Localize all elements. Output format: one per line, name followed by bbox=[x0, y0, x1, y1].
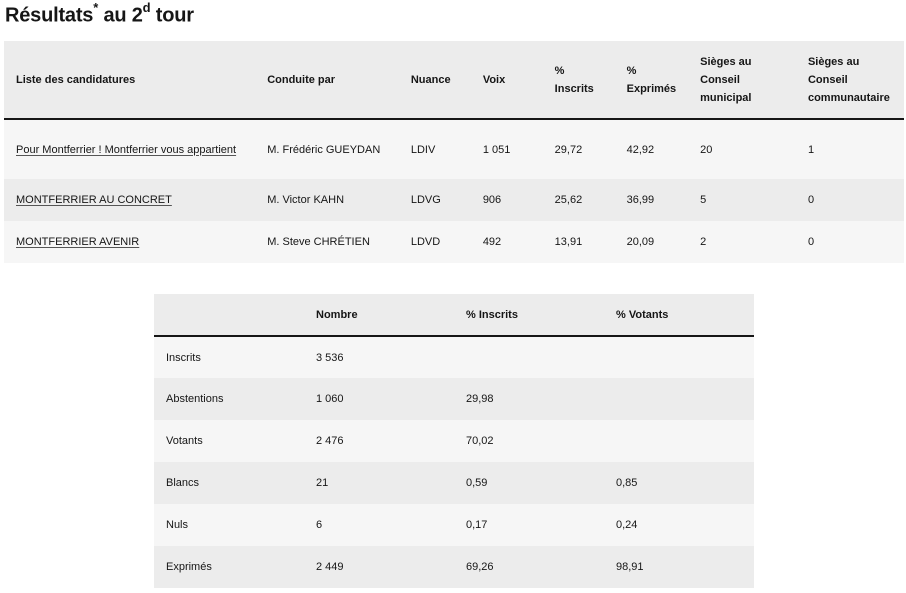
cell-pct-inscrits: 29,72 bbox=[554, 143, 583, 156]
table-row bbox=[4, 119, 904, 179]
list-link[interactable]: Pour Montferrier ! Montferrier vous appartient bbox=[16, 143, 237, 156]
cell-voix: 906 bbox=[482, 194, 502, 206]
header-pct-inscrits-line2: Inscrits bbox=[554, 82, 594, 95]
cell-pct-votants bbox=[604, 378, 754, 420]
header-pct-exprimes-line2: Exprimés bbox=[626, 82, 677, 95]
cell-label: Nuls bbox=[166, 519, 189, 531]
title-end: tour bbox=[150, 4, 194, 27]
cell-pct-votants bbox=[604, 336, 754, 378]
cell-voix: 1 051 bbox=[482, 143, 511, 156]
cell-pct-exprimes: 42,92 bbox=[626, 143, 655, 156]
cell-label: Blancs bbox=[166, 477, 200, 489]
list-link[interactable]: MONTFERRIER AVENIR bbox=[16, 236, 140, 248]
cell-pct-inscrits: 25,62 bbox=[554, 194, 583, 206]
cell-pct-exprimes: 20,09 bbox=[626, 236, 655, 248]
cell-pct-votants: 0,24 bbox=[616, 519, 638, 531]
participation-table bbox=[154, 294, 754, 588]
cell-voix: 492 bbox=[482, 236, 502, 248]
cell-pct-inscrits: 0,59 bbox=[466, 477, 488, 489]
header-pct-inscrits bbox=[543, 41, 615, 119]
cell-pct-inscrits: 29,98 bbox=[466, 393, 494, 405]
header-pct-exprimes bbox=[615, 41, 689, 119]
cell-conduite: M. Victor KAHN bbox=[267, 194, 345, 206]
header-sieges-municipal-line1: Sièges au bbox=[700, 55, 752, 68]
header-liste: Liste des candidatures bbox=[16, 73, 136, 86]
table-row bbox=[154, 504, 754, 546]
header-nombre: Nombre bbox=[316, 308, 358, 321]
cell-nombre: 3 536 bbox=[316, 351, 344, 364]
header-pct-inscrits: % Inscrits bbox=[466, 308, 518, 321]
cell-pct-inscrits: 0,17 bbox=[466, 519, 488, 531]
cell-pct-inscrits: 13,91 bbox=[554, 236, 583, 248]
header-pct-votants: % Votants bbox=[616, 308, 669, 321]
header-conduite: Conduite par bbox=[267, 73, 336, 86]
participation-header-row bbox=[154, 294, 754, 336]
cell-pct-votants: 0,85 bbox=[616, 477, 638, 489]
cell-nombre: 21 bbox=[316, 477, 329, 489]
header-sieges-municipal-line2: Conseil bbox=[700, 73, 740, 86]
title-main: Résultats bbox=[5, 4, 94, 27]
cell-nuance: LDVG bbox=[410, 194, 441, 206]
header-nuance: Nuance bbox=[410, 73, 451, 86]
table-row bbox=[154, 462, 754, 504]
header-voix: Voix bbox=[482, 73, 506, 86]
cell-conduite: M. Frédéric GUEYDAN bbox=[267, 143, 381, 156]
cell-conduite: M. Steve CHRÉTIEN bbox=[267, 236, 370, 248]
cell-nuance: LDIV bbox=[410, 143, 436, 156]
cell-sieges-municipal: 20 bbox=[700, 143, 713, 156]
cell-nombre: 1 060 bbox=[316, 393, 344, 405]
header-pct-inscrits-line1: % bbox=[554, 64, 565, 77]
cell-nombre: 6 bbox=[316, 519, 323, 531]
cell-label: Abstentions bbox=[166, 393, 224, 405]
cell-pct-votants: 98,91 bbox=[616, 561, 644, 573]
cell-sieges-municipal: 5 bbox=[700, 194, 707, 206]
cell-liste bbox=[4, 119, 255, 179]
table-row bbox=[4, 221, 904, 263]
cell-pct-inscrits: 69,26 bbox=[466, 561, 494, 573]
cell-label: Inscrits bbox=[166, 351, 201, 364]
table-row bbox=[154, 420, 754, 462]
title-mid: au 2 bbox=[98, 4, 143, 27]
header-sieges-municipal bbox=[688, 41, 796, 119]
table-row bbox=[154, 546, 754, 588]
cell-sieges-communautaire: 0 bbox=[807, 194, 815, 206]
cell-pct-inscrits bbox=[454, 336, 604, 378]
page-title bbox=[5, 2, 194, 28]
cell-sieges-communautaire: 1 bbox=[807, 143, 815, 156]
table-row bbox=[154, 378, 754, 420]
cell-sieges-communautaire: 0 bbox=[807, 236, 815, 248]
cell-label: Votants bbox=[166, 435, 203, 447]
cell-pct-votants bbox=[604, 420, 754, 462]
cell-pct-exprimes: 36,99 bbox=[626, 194, 655, 206]
title-asterisk: * bbox=[93, 0, 99, 15]
header-pct-exprimes-line1: % bbox=[626, 64, 637, 77]
title-ordinal: d bbox=[142, 0, 151, 15]
list-link[interactable]: MONTFERRIER AU CONCRET bbox=[16, 194, 172, 206]
header-sieges-communautaire-line3: communautaire bbox=[807, 91, 890, 104]
cell-nombre: 2 476 bbox=[316, 435, 344, 447]
cell-pct-inscrits: 70,02 bbox=[466, 435, 494, 447]
results-header-row bbox=[4, 41, 904, 119]
results-table bbox=[4, 41, 904, 263]
cell-nombre: 2 449 bbox=[316, 561, 344, 573]
cell-sieges-municipal: 2 bbox=[700, 236, 707, 248]
header-sieges-municipal-line3: municipal bbox=[700, 91, 752, 104]
cell-label: Exprimés bbox=[166, 561, 212, 573]
table-row bbox=[4, 179, 904, 221]
cell-liste bbox=[4, 179, 255, 221]
header-sieges-communautaire-line2: Conseil bbox=[807, 73, 848, 86]
header-label bbox=[154, 294, 304, 336]
cell-liste bbox=[4, 221, 255, 263]
header-sieges-communautaire-line1: Sièges au bbox=[807, 55, 860, 68]
cell-nuance: LDVD bbox=[410, 236, 441, 248]
table-row bbox=[154, 336, 754, 378]
header-sieges-communautaire bbox=[796, 41, 904, 119]
